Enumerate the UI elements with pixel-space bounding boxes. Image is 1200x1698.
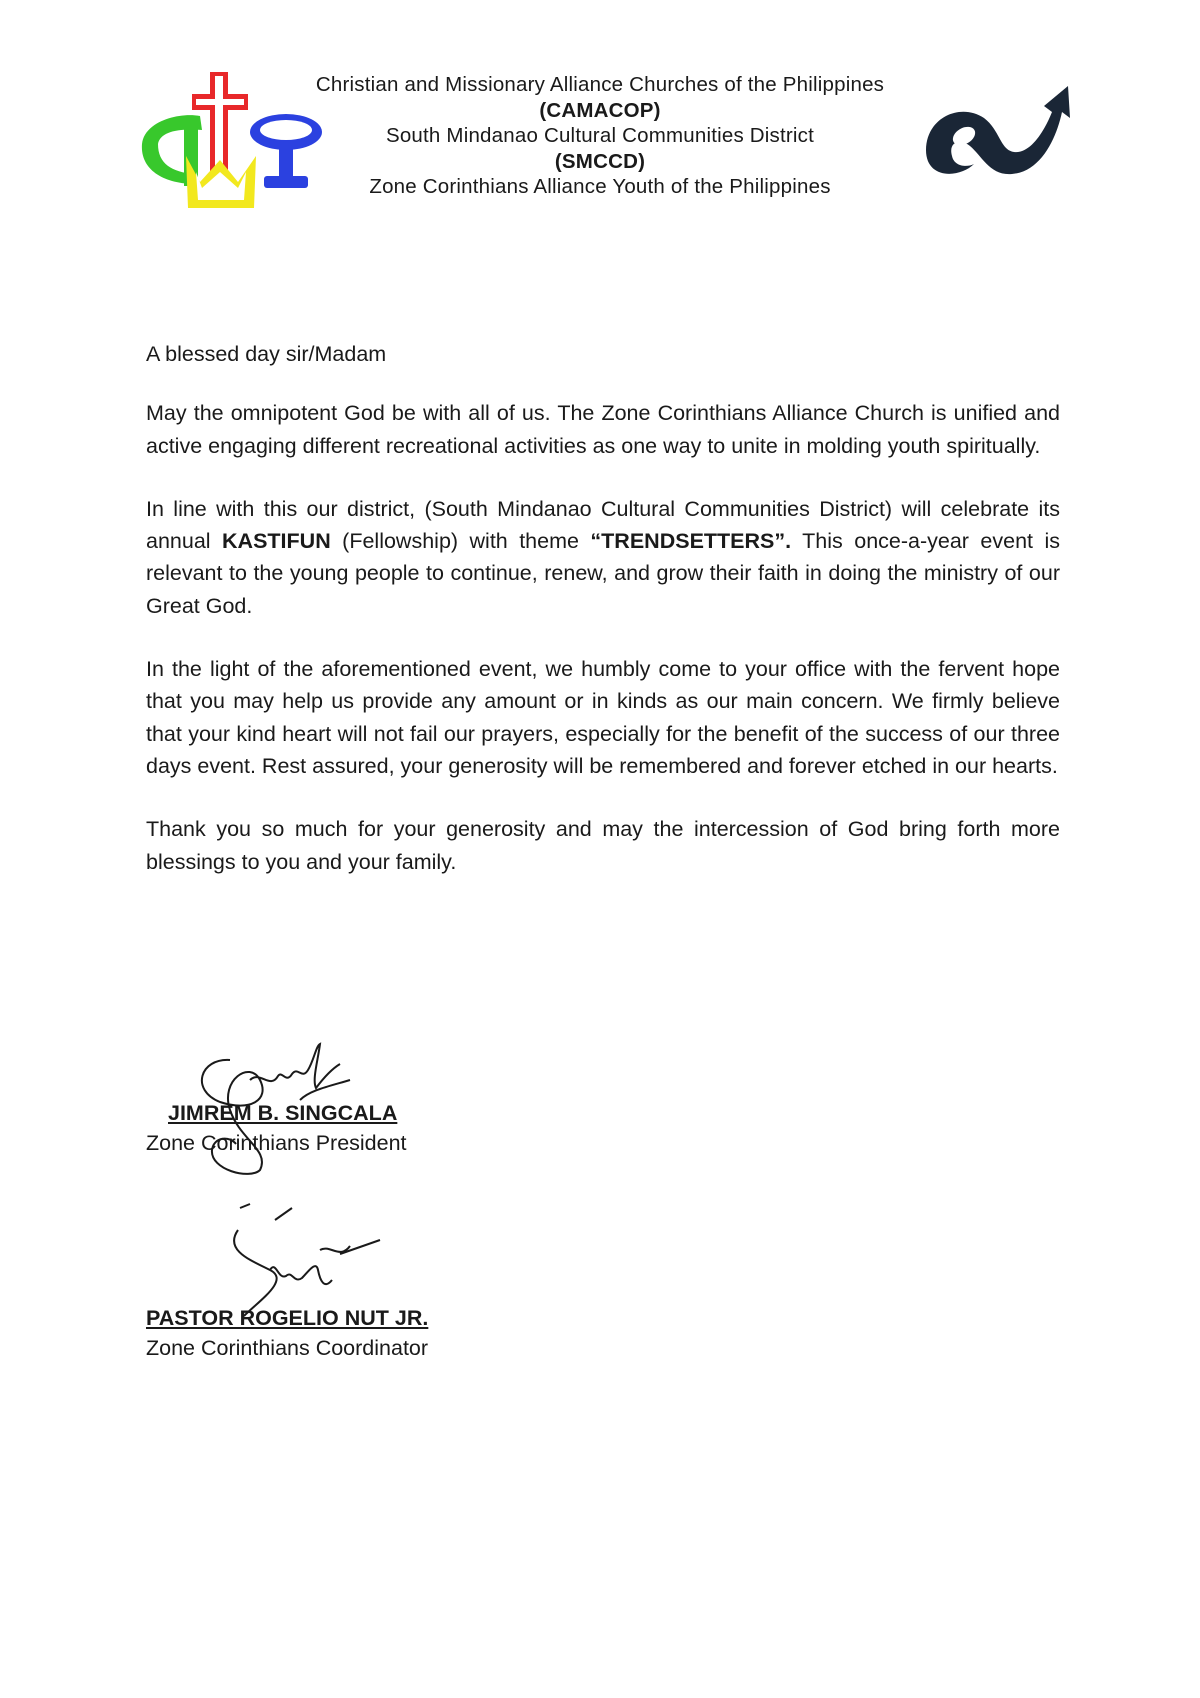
signatory-2-title: Zone Corinthians Coordinator: [146, 1336, 429, 1360]
letter-body: [146, 338, 1060, 909]
paragraph-2-text-c: This once-a-year event is relevant to the young people to continue, renew, and grow their faith in doing the ministry of our Great God.: [146, 529, 1060, 618]
event-theme: “TRENDSETTERS”.: [590, 529, 792, 554]
org-name: Christian and Missionary Alliance Churches of the Philippines: [315, 73, 885, 96]
paragraph-2-text-b: (Fellowship) with theme: [330, 529, 591, 554]
event-name: KASTIFUN: [222, 529, 331, 554]
signatory-1-title: Zone Corinthians President: [146, 1131, 407, 1155]
letterhead: [300, 72, 900, 200]
paragraph-2-text-a: In line with this our district, (South Mindanao Cultural Communities District) will celebrate its annual: [146, 496, 1060, 554]
alliance-youth-logo-icon: [920, 80, 1080, 180]
signatory-2: [146, 1303, 428, 1363]
district-name: South Mindanao Cultural Communities District: [385, 124, 815, 147]
signatory-1: [146, 1098, 407, 1158]
org-abbreviation: (CAMACOP): [539, 98, 661, 122]
paragraph-4: Thank you so much for your generosity and may the intercession of God bring forth more blessings to you and your family.: [146, 817, 1060, 874]
signatory-1-name: JIMREM B. SINGCALA: [168, 1101, 398, 1125]
paragraph-1: May the omnipotent God be with all of us. The Zone Corinthians Alliance Church is unified and active engaging different recreational activities as one way to unite in molding youth spiritually.: [146, 401, 1060, 458]
paragraph-3: In the light of the aforementioned event, we humbly come to your office with the fervent hope that you may help us provide any amount or in kinds as our main concern. We firmly believe that your kind heart will not fail our prayers, especially for the benefit of the success of our three days event. Rest assured, your generosity will be remembered and forever etched in our hearts.: [146, 657, 1060, 778]
paragraph-2: [146, 493, 1060, 622]
zone-name: Zone Corinthians Alliance Youth of the Philippines: [369, 175, 831, 198]
signatory-2-name: PASTOR ROGELIO NUT JR.: [146, 1306, 429, 1330]
greeting: A blessed day sir/Madam: [146, 342, 387, 366]
district-abbreviation: (SMCCD): [554, 149, 646, 173]
